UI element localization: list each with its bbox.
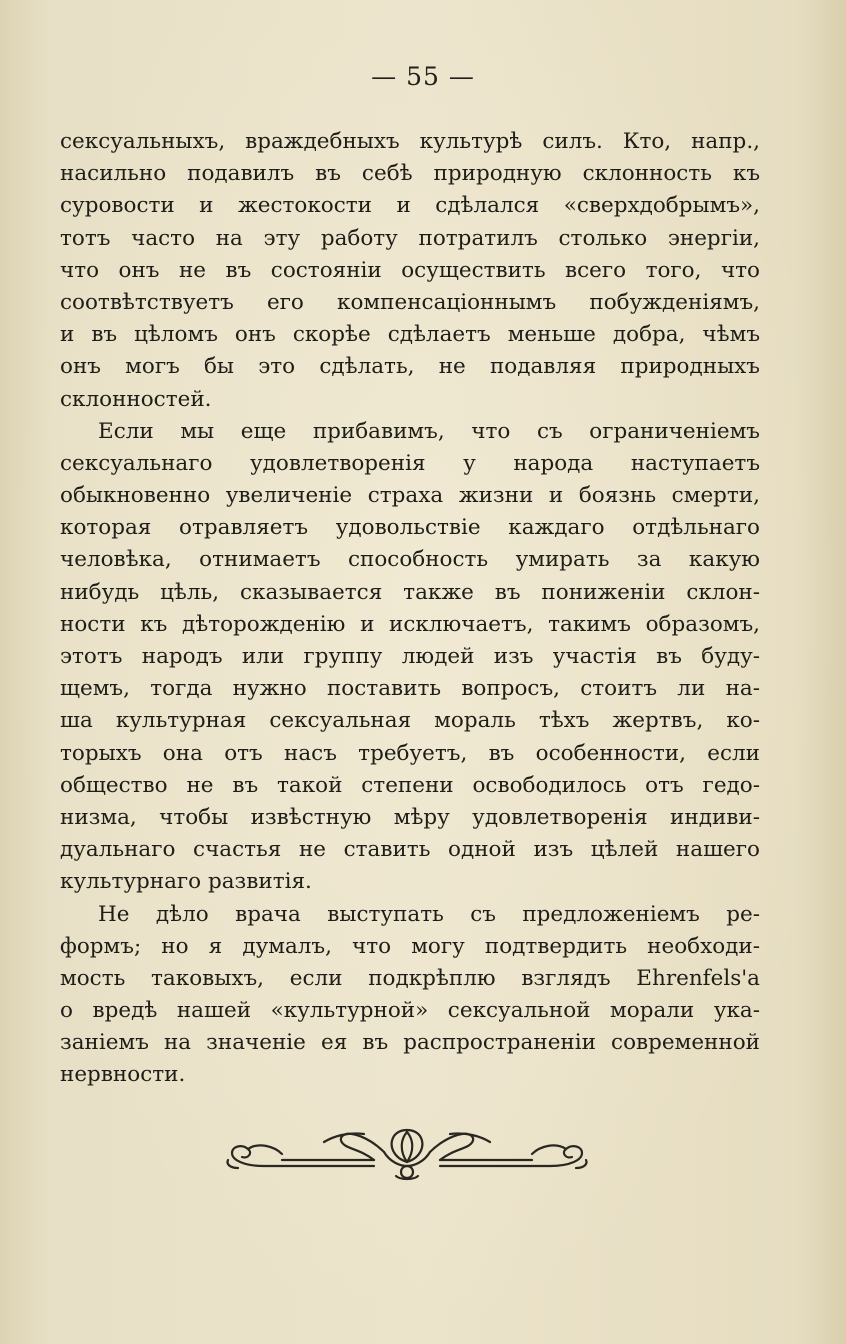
text-line: заніемъ на значеніе ея въ распространеніи современной <box>60 1030 760 1056</box>
floral-tailpiece-icon <box>224 1122 590 1184</box>
text-line: онъ могъ бы это сдѣлать, не подавляя природныхъ <box>60 354 760 380</box>
text-line: этотъ народъ или группу людей изъ участія въ буду- <box>60 644 760 669</box>
text-line: торыхъ она отъ насъ требуетъ, въ особенности, если <box>60 740 760 766</box>
text-line: сексуальныхъ, враждебныхъ культурѣ силъ. Кто, напр., <box>60 129 760 154</box>
text-line: дуальнаго счастья не ставить одной изъ цѣлей нашего <box>60 837 760 863</box>
page-number: — 55 — <box>371 62 475 91</box>
text-line: соотвѣтствуетъ его компенсаціоннымъ побужденіямъ, <box>60 289 760 315</box>
text-line: суровости и жестокости и сдѣлался «сверхдобрымъ», <box>60 193 760 219</box>
text-line: ша культурная сексуальная мораль тѣхъ жертвъ, ко- <box>60 708 760 734</box>
paragraph-1 <box>60 126 760 416</box>
paragraph-3 <box>60 899 760 1092</box>
text-line: и въ цѣломъ онъ скорѣе сдѣлаетъ меньше добра, чѣмъ <box>60 322 760 348</box>
text-line: человѣка, отнимаетъ способность умирать за какую <box>60 547 760 573</box>
text-line: которая отравляетъ удовольствіе каждаго отдѣльнаго <box>60 515 760 541</box>
text-line: Не дѣло врача выступать съ предложеніемъ ре- <box>98 901 760 927</box>
text-line: тотъ часто на эту работу потратилъ столько энергіи, <box>60 225 760 251</box>
text-line: культурнаго развитія. <box>60 869 312 895</box>
body-text <box>60 126 760 1092</box>
text-line: формъ; но я думалъ, что могу подтвердить необходи- <box>60 933 760 959</box>
text-line: ности къ дѣторожденію и исключаетъ, такимъ образомъ, <box>60 611 760 637</box>
text-line: о вредѣ нашей «культурной» сексуальной морали ука- <box>60 998 760 1024</box>
text-line: насильно подавилъ въ себѣ природную склонность къ <box>60 161 760 187</box>
text-line: щемъ, тогда нужно поставить вопросъ, стоитъ ли на- <box>60 676 760 702</box>
text-line: Если мы еще прибавимъ, что съ ограниченіемъ <box>98 418 760 444</box>
text-line: нервности. <box>60 1062 186 1088</box>
text-line: общество не въ такой степени освободилось отъ гедо- <box>60 772 760 798</box>
paragraph-2 <box>60 416 760 899</box>
text-line: мость таковыхъ, если подкрѣплю взглядъ Ehrenfels'а <box>60 965 760 991</box>
text-line: склонностей. <box>60 386 212 412</box>
text-line: низма, чтобы извѣстную мѣру удовлетворенія индиви- <box>60 804 760 830</box>
text-line: обыкновенно увеличеніе страха жизни и боязнь смерти, <box>60 483 760 509</box>
text-line: нибудь цѣль, сказывается также въ пониженіи склон- <box>60 579 760 605</box>
text-line: сексуальнаго удовлетворенія у народа наступаетъ <box>60 450 760 476</box>
text-line: что онъ не въ состояніи осуществить всего того, что <box>60 257 760 283</box>
